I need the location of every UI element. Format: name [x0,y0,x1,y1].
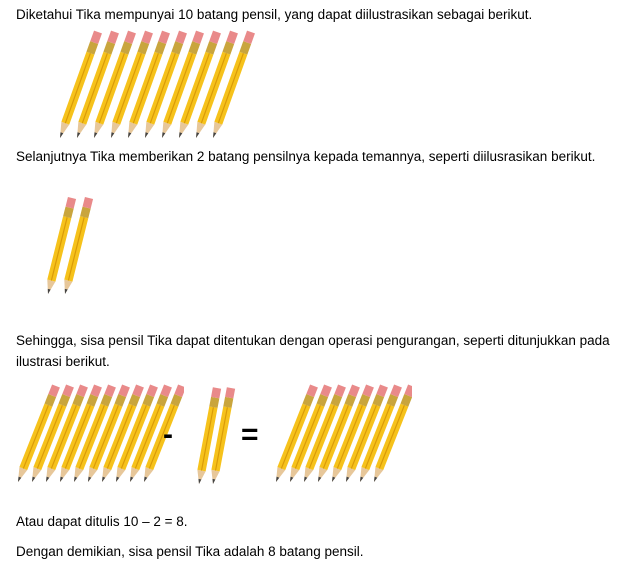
minus-sign: - [163,418,173,451]
equals-sign: = [241,418,259,451]
result-text: Sehingga, sisa pensil Tika dapat ditentukan dengan operasi pengurangan, seperti ditunjukkan pada ilustrasi berikut. [16,333,610,369]
intro-text: Diketahui Tika mempunyai 10 batang pensil, yang dapat diilustrasikan sebagai berikut. [16,7,533,22]
pencil-illustration [44,196,124,296]
conclusion-text: Dengan demikian, sisa pensil Tika adalah 8 batang pensil. [16,544,364,559]
equation-text: Atau dapat ditulis 10 – 2 = 8. [16,514,188,529]
pencil-group-difference [272,384,412,484]
give-text: Selanjutnya Tika memberikan 2 batang pensilnya kepada temannya, seperti diilusrasikan berikut. [16,149,596,164]
pencil-illustration [272,384,412,484]
pencil-illustration [56,30,271,140]
pencil-group-two [44,196,124,296]
pencil-group-minuend [14,384,184,484]
pencil-group-ten [56,30,271,140]
pencil-illustration [14,384,184,484]
